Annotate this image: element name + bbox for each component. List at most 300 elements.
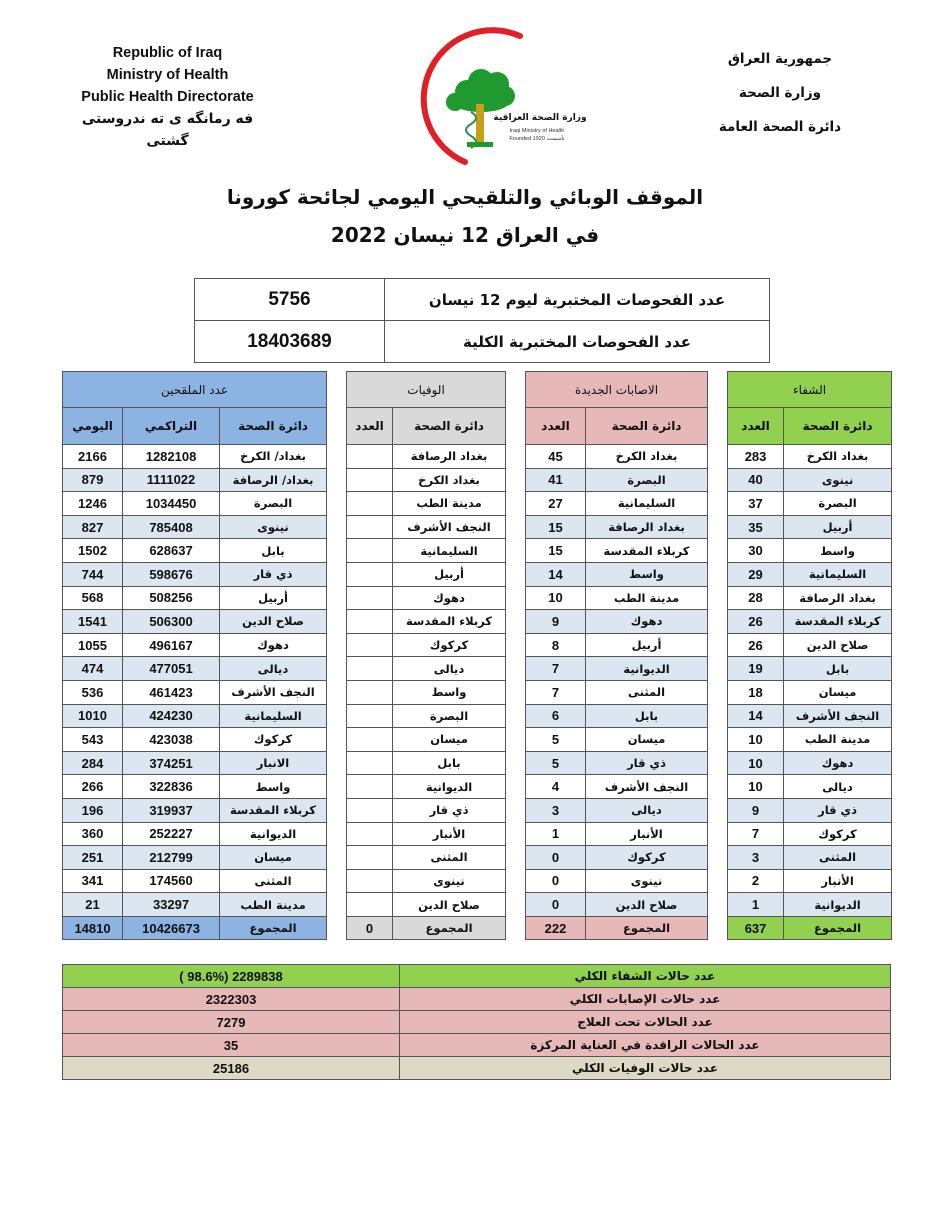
new-cases-count: 0 <box>526 893 586 917</box>
recovered-directorate: ديالى <box>784 775 892 799</box>
spacer <box>708 751 728 775</box>
deaths-directorate: السليمانية <box>393 539 506 563</box>
total-vac-cumulative: 10426673 <box>123 916 220 940</box>
lab-tests-total-value: 18403689 <box>195 321 385 363</box>
new-cases-directorate: صلاح الدين <box>586 893 708 917</box>
recovered-directorate: أربيل <box>784 515 892 539</box>
table-row <box>63 492 892 516</box>
summary-value: 2322303 <box>63 988 400 1011</box>
summary-label: عدد الحالات تحت العلاج <box>400 1011 891 1034</box>
spacer <box>506 492 526 516</box>
vac-cumulative: 1034450 <box>123 492 220 516</box>
total-deaths-value: 0 <box>347 916 393 940</box>
col-recovered-directorate: دائرة الصحة <box>784 408 892 445</box>
spacer <box>708 372 728 408</box>
lab-tests-daily-row <box>195 279 770 321</box>
spacer <box>708 846 728 870</box>
new-cases-count: 4 <box>526 775 586 799</box>
deaths-directorate: نينوى <box>393 869 506 893</box>
arabic-line-directorate: دائرة الصحة العامة <box>718 119 842 135</box>
summary-value: 35 <box>63 1034 400 1057</box>
section-vaccinated: عدد الملقحين <box>63 372 327 408</box>
new-cases-count: 41 <box>526 468 586 492</box>
spacer <box>506 916 526 940</box>
spacer <box>327 869 347 893</box>
recovered-count: 35 <box>728 515 784 539</box>
ministry-logo-icon <box>405 22 587 167</box>
table-row <box>63 657 892 681</box>
table-row <box>63 633 892 657</box>
total-vac-label: المجموع <box>220 916 327 940</box>
arabic-letterhead <box>690 42 870 144</box>
deaths-directorate: بغداد الكرخ <box>393 468 506 492</box>
table-body <box>63 445 892 917</box>
spacer <box>506 539 526 563</box>
spacer <box>506 704 526 728</box>
table-row <box>63 751 892 775</box>
vac-cumulative: 319937 <box>123 798 220 822</box>
new-cases-directorate: ميسان <box>586 728 708 752</box>
new-cases-count: 8 <box>526 633 586 657</box>
deaths-count <box>347 798 393 822</box>
total-new-label: المجموع <box>586 916 708 940</box>
report-title <box>150 178 780 254</box>
vac-directorate: دهوك <box>220 633 327 657</box>
spacer <box>506 680 526 704</box>
recovered-directorate: المثنى <box>784 846 892 870</box>
lab-tests-total-label: عدد الفحوصات المختبرية الكلية <box>385 321 770 363</box>
spacer <box>708 798 728 822</box>
vac-cumulative: 212799 <box>123 846 220 870</box>
spacer <box>506 728 526 752</box>
deaths-count <box>347 633 393 657</box>
vac-cumulative: 33297 <box>123 893 220 917</box>
spacer <box>327 633 347 657</box>
new-cases-directorate: كركوك <box>586 846 708 870</box>
recovered-count: 7 <box>728 822 784 846</box>
deaths-directorate: صلاح الدين <box>393 893 506 917</box>
new-cases-directorate: واسط <box>586 562 708 586</box>
vac-cumulative: 598676 <box>123 562 220 586</box>
spacer <box>506 657 526 681</box>
table-row <box>63 846 892 870</box>
recovered-count: 30 <box>728 539 784 563</box>
recovered-directorate: النجف الأشرف <box>784 704 892 728</box>
table-row <box>63 704 892 728</box>
summary-row-total-recovered <box>63 965 891 988</box>
new-cases-count: 14 <box>526 562 586 586</box>
spacer <box>327 372 347 408</box>
recovered-directorate: مدينة الطب <box>784 728 892 752</box>
vac-directorate: كربلاء المقدسة <box>220 798 327 822</box>
vac-daily: 266 <box>63 775 123 799</box>
deaths-directorate: ديالى <box>393 657 506 681</box>
vac-daily: 536 <box>63 680 123 704</box>
vac-cumulative: 322836 <box>123 775 220 799</box>
deaths-directorate: النجف الأشرف <box>393 515 506 539</box>
spacer <box>708 468 728 492</box>
vac-directorate: الديوانية <box>220 822 327 846</box>
section-new-cases: الاصابات الجديدة <box>526 372 708 408</box>
spacer <box>708 515 728 539</box>
spacer <box>506 798 526 822</box>
recovered-directorate: واسط <box>784 539 892 563</box>
vac-daily: 474 <box>63 657 123 681</box>
arabic-line-ministry: وزارة الصحة <box>738 85 822 101</box>
summary-row-icu <box>63 1034 891 1057</box>
vac-directorate: صلاح الدين <box>220 610 327 634</box>
spacer <box>506 515 526 539</box>
vac-daily: 543 <box>63 728 123 752</box>
recovered-count: 10 <box>728 775 784 799</box>
new-cases-directorate: ديالى <box>586 798 708 822</box>
recovered-directorate: كربلاء المقدسة <box>784 610 892 634</box>
spacer <box>506 562 526 586</box>
summary-label: عدد حالات الشفاء الكلي <box>400 965 891 988</box>
new-cases-directorate: بغداد الكرخ <box>586 445 708 469</box>
deaths-directorate: بابل <box>393 751 506 775</box>
deaths-directorate: كربلاء المقدسة <box>393 610 506 634</box>
deaths-count <box>347 586 393 610</box>
new-cases-count: 10 <box>526 586 586 610</box>
new-cases-count: 0 <box>526 846 586 870</box>
deaths-count <box>347 893 393 917</box>
vac-daily: 196 <box>63 798 123 822</box>
recovered-directorate: نينوى <box>784 468 892 492</box>
table-row <box>63 822 892 846</box>
lab-tests-daily-label: عدد الفحوصات المختبرية ليوم 12 نيسان <box>385 279 770 321</box>
col-new-directorate: دائرة الصحة <box>586 408 708 445</box>
spacer <box>506 586 526 610</box>
col-recovered-count: العدد <box>728 408 784 445</box>
spacer <box>506 775 526 799</box>
spacer <box>327 798 347 822</box>
vac-directorate: بابل <box>220 539 327 563</box>
new-cases-directorate: البصرة <box>586 468 708 492</box>
spacer <box>327 893 347 917</box>
spacer <box>708 704 728 728</box>
vac-cumulative: 374251 <box>123 751 220 775</box>
spacer <box>708 869 728 893</box>
vac-directorate: نينوى <box>220 515 327 539</box>
new-cases-directorate: مدينة الطب <box>586 586 708 610</box>
deaths-directorate: المثنى <box>393 846 506 870</box>
spacer <box>327 586 347 610</box>
col-vac-directorate: دائرة الصحة <box>220 408 327 445</box>
spacer <box>708 680 728 704</box>
recovered-directorate: الأنبار <box>784 869 892 893</box>
deaths-directorate: بغداد الرصافة <box>393 445 506 469</box>
vac-daily: 2166 <box>63 445 123 469</box>
spacer <box>327 562 347 586</box>
deaths-directorate: أربيل <box>393 562 506 586</box>
vac-cumulative: 174560 <box>123 869 220 893</box>
vac-directorate: السليمانية <box>220 704 327 728</box>
vac-daily: 827 <box>63 515 123 539</box>
deaths-count <box>347 610 393 634</box>
table-row <box>63 445 892 469</box>
spacer <box>708 610 728 634</box>
recovered-directorate: كركوك <box>784 822 892 846</box>
table-row <box>63 893 892 917</box>
spacer <box>327 445 347 469</box>
vac-directorate: أربيل <box>220 586 327 610</box>
vac-directorate: بغداد/ الكرخ <box>220 445 327 469</box>
spacer <box>708 586 728 610</box>
recovered-directorate: صلاح الدين <box>784 633 892 657</box>
deaths-count <box>347 775 393 799</box>
recovered-count: 283 <box>728 445 784 469</box>
new-cases-count: 9 <box>526 610 586 634</box>
new-cases-directorate: دهوك <box>586 610 708 634</box>
deaths-count <box>347 515 393 539</box>
vac-cumulative: 252227 <box>123 822 220 846</box>
spacer <box>708 893 728 917</box>
deaths-directorate: الأنبار <box>393 822 506 846</box>
spacer <box>708 916 728 940</box>
section-recovered: الشفاء <box>728 372 892 408</box>
spacer <box>327 610 347 634</box>
spacer <box>327 822 347 846</box>
new-cases-directorate: النجف الأشرف <box>586 775 708 799</box>
vac-cumulative: 1282108 <box>123 445 220 469</box>
deaths-directorate: مدينة الطب <box>393 492 506 516</box>
spacer <box>506 846 526 870</box>
new-cases-count: 3 <box>526 798 586 822</box>
spacer <box>506 610 526 634</box>
vac-daily: 251 <box>63 846 123 870</box>
english-line-republic: Republic of Iraq <box>112 45 223 61</box>
spacer <box>708 728 728 752</box>
deaths-count <box>347 751 393 775</box>
recovered-directorate: بغداد الرصافة <box>784 586 892 610</box>
summary-row-total-cases <box>63 988 891 1011</box>
spacer <box>506 822 526 846</box>
vac-directorate: النجف الأشرف <box>220 680 327 704</box>
summary-row-under-treatment <box>63 1011 891 1034</box>
report-title-line2: في العراق 12 نيسان 2022 <box>330 223 600 247</box>
deaths-count <box>347 445 393 469</box>
new-cases-count: 45 <box>526 445 586 469</box>
spacer <box>327 751 347 775</box>
new-cases-count: 7 <box>526 657 586 681</box>
vac-daily: 1246 <box>63 492 123 516</box>
spacer <box>327 539 347 563</box>
new-cases-directorate: نينوى <box>586 869 708 893</box>
spacer <box>506 869 526 893</box>
lab-tests-daily-value: 5756 <box>195 279 385 321</box>
table-row <box>63 798 892 822</box>
new-cases-directorate: أربيل <box>586 633 708 657</box>
vac-daily: 1010 <box>63 704 123 728</box>
vac-daily: 568 <box>63 586 123 610</box>
spacer <box>506 751 526 775</box>
lab-tests-table <box>194 278 770 363</box>
new-cases-directorate: المثنى <box>586 680 708 704</box>
logo-text-english: Iraqi Ministry of Health <box>509 128 565 134</box>
deaths-directorate: واسط <box>393 680 506 704</box>
vac-directorate: المثنى <box>220 869 327 893</box>
deaths-count <box>347 680 393 704</box>
deaths-directorate: ميسان <box>393 728 506 752</box>
new-cases-directorate: السليمانية <box>586 492 708 516</box>
vac-directorate: كركوك <box>220 728 327 752</box>
vac-directorate: ميسان <box>220 846 327 870</box>
new-cases-count: 15 <box>526 515 586 539</box>
vac-daily: 341 <box>63 869 123 893</box>
logo-text-founded: Founded 1920 تأسست <box>509 136 565 142</box>
table-row <box>63 562 892 586</box>
vac-directorate: واسط <box>220 775 327 799</box>
spacer <box>708 657 728 681</box>
new-cases-directorate: الديوانية <box>586 657 708 681</box>
deaths-count <box>347 846 393 870</box>
new-cases-count: 5 <box>526 751 586 775</box>
deaths-directorate: كركوك <box>393 633 506 657</box>
arabic-line-republic: جمهورية العراق <box>727 51 833 67</box>
summary-label: عدد الحالات الراقدة في العناية المركزة <box>400 1034 891 1057</box>
spacer <box>506 372 526 408</box>
table-row <box>63 728 892 752</box>
table-row <box>63 775 892 799</box>
vac-cumulative: 461423 <box>123 680 220 704</box>
spacer <box>708 633 728 657</box>
vac-cumulative: 628637 <box>123 539 220 563</box>
vac-cumulative: 496167 <box>123 633 220 657</box>
totals-row <box>63 916 892 940</box>
new-cases-directorate: ذي قار <box>586 751 708 775</box>
table-row <box>63 610 892 634</box>
column-header-row <box>63 408 892 445</box>
vac-cumulative: 506300 <box>123 610 220 634</box>
vac-daily: 284 <box>63 751 123 775</box>
recovered-directorate: دهوك <box>784 751 892 775</box>
table-row <box>63 680 892 704</box>
new-cases-count: 15 <box>526 539 586 563</box>
summary-label: عدد حالات الوفيات الكلي <box>400 1057 891 1080</box>
recovered-count: 40 <box>728 468 784 492</box>
summary-value: 2289838 (98.6% ) <box>63 965 400 988</box>
deaths-count <box>347 562 393 586</box>
spacer <box>506 633 526 657</box>
total-vac-daily: 14810 <box>63 916 123 940</box>
spacer <box>327 916 347 940</box>
vac-daily: 1055 <box>63 633 123 657</box>
recovered-directorate: ذي قار <box>784 798 892 822</box>
recovered-directorate: ميسان <box>784 680 892 704</box>
vac-directorate: مدينة الطب <box>220 893 327 917</box>
logo-text-arabic: وزارة الصحة العراقية <box>493 113 587 123</box>
vac-cumulative: 423038 <box>123 728 220 752</box>
recovered-directorate: بغداد الكرخ <box>784 445 892 469</box>
recovered-count: 18 <box>728 680 784 704</box>
vac-cumulative: 477051 <box>123 657 220 681</box>
daily-stats-table <box>62 371 892 940</box>
recovered-count: 1 <box>728 893 784 917</box>
new-cases-directorate: بغداد الرصافة <box>586 515 708 539</box>
english-letterhead <box>60 42 275 152</box>
spacer <box>327 492 347 516</box>
total-deaths-label: المجموع <box>393 916 506 940</box>
deaths-count <box>347 539 393 563</box>
deaths-directorate: الديوانية <box>393 775 506 799</box>
recovered-directorate: البصرة <box>784 492 892 516</box>
deaths-count <box>347 728 393 752</box>
kurdish-line-directorate: فه رمانگه ی ته ندروستی گشتی <box>81 111 254 149</box>
spacer <box>327 468 347 492</box>
recovered-count: 26 <box>728 633 784 657</box>
section-deaths: الوفيات <box>347 372 506 408</box>
vac-directorate: ذي قار <box>220 562 327 586</box>
vac-directorate: ديالى <box>220 657 327 681</box>
recovered-count: 29 <box>728 562 784 586</box>
recovered-directorate: بابل <box>784 657 892 681</box>
vac-daily: 1541 <box>63 610 123 634</box>
new-cases-count: 6 <box>526 704 586 728</box>
recovered-count: 28 <box>728 586 784 610</box>
total-new-value: 222 <box>526 916 586 940</box>
new-cases-count: 27 <box>526 492 586 516</box>
spacer <box>327 408 347 445</box>
recovered-count: 3 <box>728 846 784 870</box>
new-cases-directorate: بابل <box>586 704 708 728</box>
summary-value: 25186 <box>63 1057 400 1080</box>
total-recovered-value: 637 <box>728 916 784 940</box>
vac-directorate: بغداد/ الرصافة <box>220 468 327 492</box>
summary-table <box>62 964 891 1080</box>
spacer <box>327 657 347 681</box>
recovered-count: 10 <box>728 728 784 752</box>
vac-daily: 1502 <box>63 539 123 563</box>
vac-cumulative: 424230 <box>123 704 220 728</box>
spacer <box>708 492 728 516</box>
spacer <box>506 445 526 469</box>
recovered-count: 14 <box>728 704 784 728</box>
vac-directorate: البصرة <box>220 492 327 516</box>
lab-tests-total-row <box>195 321 770 363</box>
new-cases-count: 7 <box>526 680 586 704</box>
spacer <box>327 680 347 704</box>
recovered-count: 10 <box>728 751 784 775</box>
spacer <box>327 515 347 539</box>
recovered-directorate: الديوانية <box>784 893 892 917</box>
deaths-count <box>347 869 393 893</box>
spacer <box>708 539 728 563</box>
spacer <box>506 408 526 445</box>
vac-daily: 879 <box>63 468 123 492</box>
recovered-count: 9 <box>728 798 784 822</box>
table-row <box>63 869 892 893</box>
spacer <box>327 728 347 752</box>
new-cases-count: 1 <box>526 822 586 846</box>
total-recovered-label: المجموع <box>784 916 892 940</box>
vac-daily: 744 <box>63 562 123 586</box>
new-cases-directorate: الأنبار <box>586 822 708 846</box>
deaths-count <box>347 822 393 846</box>
deaths-count <box>347 492 393 516</box>
vac-cumulative: 1111022 <box>123 468 220 492</box>
table-row <box>63 586 892 610</box>
spacer <box>327 846 347 870</box>
table-row <box>63 539 892 563</box>
spacer <box>708 408 728 445</box>
deaths-directorate: ذي قار <box>393 798 506 822</box>
vac-cumulative: 785408 <box>123 515 220 539</box>
new-cases-count: 0 <box>526 869 586 893</box>
vac-daily: 21 <box>63 893 123 917</box>
spacer <box>327 704 347 728</box>
deaths-count <box>347 468 393 492</box>
